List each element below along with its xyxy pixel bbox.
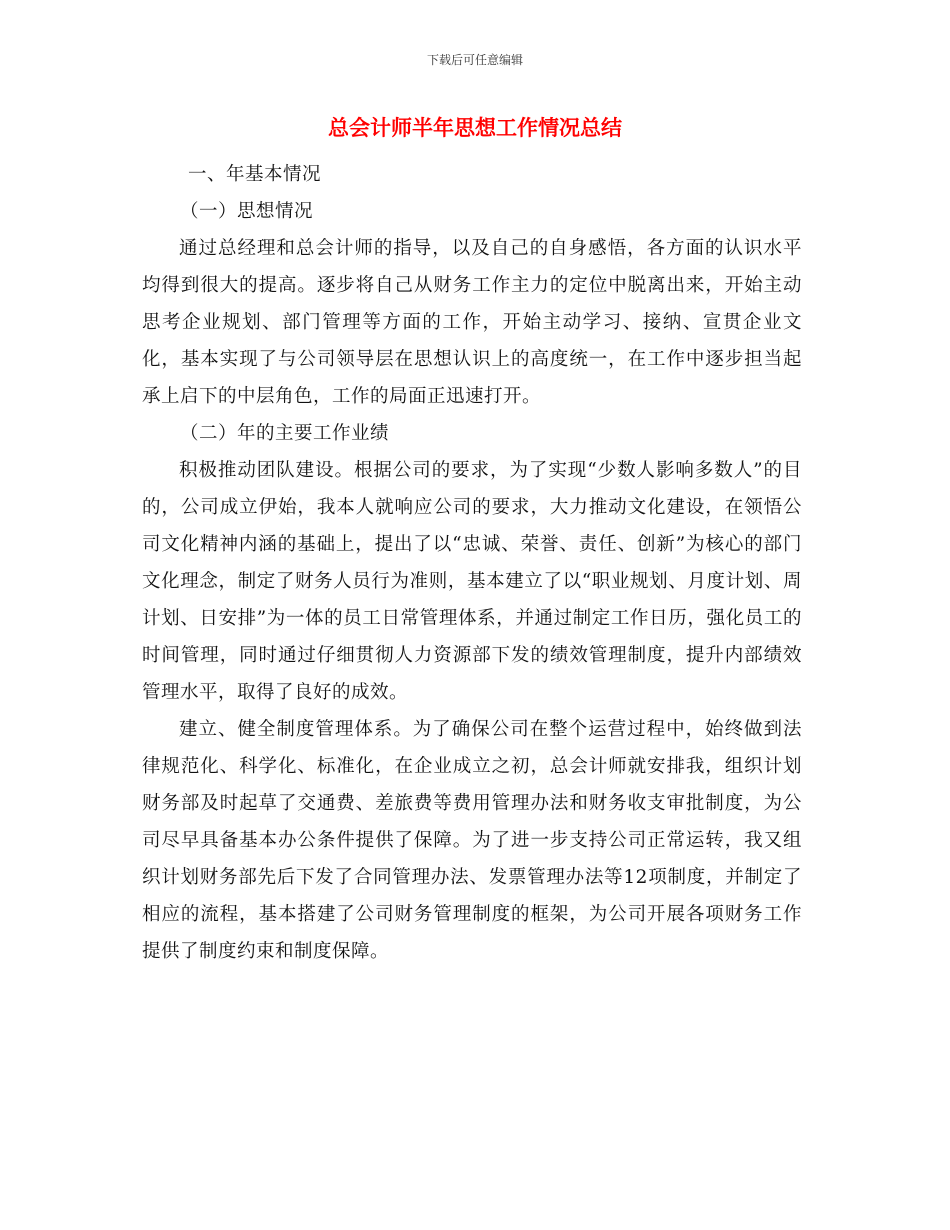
document-body bbox=[142, 156, 802, 970]
paragraph-thought-situation: 通过总经理和总会计师的指导，以及自己的自身感悟，各方面的认识水平均得到很大的提高。逐步将自己从财务工作主力的定位中脱离出来，开始主动思考企业规划、部门管理等方面的工作，开始主动学习、接纳、宣贯企业文化，基本实现了与公司领导层在思想认识上的高度统一，在工作中逐步担当起承上启下的中层角色，工作的局面正迅速打开。 bbox=[142, 238, 802, 407]
subsection-heading-thought: （一）思想情况 bbox=[180, 201, 314, 222]
document-title: 总会计师半年思想工作情况总结 bbox=[328, 115, 622, 140]
page-header-note: 下载后可任意编辑 bbox=[426, 53, 523, 67]
section-heading-basic-situation: 一、年基本情况 bbox=[188, 164, 322, 185]
paragraph-team-building: 积极推动团队建设。根据公司的要求，为了实现“少数人影响多数人”的目的，公司成立伊始，我本人就响应公司的要求，大力推动文化建设，在领悟公司文化精神内涵的基础上，提出了以“忠诚、荣誉、责任、创新”为核心的部门文化理念，制定了财务人员行为准则，基本建立了以“职业规划、月度计划、周计划、日安排”为一体的员工日常管理体系，并通过制定工作日历，强化员工的时间管理，同时通过仔细贯彻人力资源部下发的绩效管理制度，提升内部绩效管理水平，取得了良好的成效。 bbox=[142, 460, 802, 703]
subsection-heading-achievements: （二）年的主要工作业绩 bbox=[180, 423, 390, 444]
paragraph-system-management: 建立、健全制度管理体系。为了确保公司在整个运营过程中，始终做到法律规范化、科学化、标准化，在企业成立之初，总会计师就安排我，组织计划财务部及时起草了交通费、差旅费等费用管理办法和财务收支审批制度，为公司尽早具备基本办公条件提供了保障。为了进一步支持公司正常运转，我又组织计划财务部先后下发了合同管理办法、发票管理办法等12项制度，并制定了相应的流程，基本搭建了公司财务管理制度的框架，为公司开展各项财务工作提供了制度约束和制度保障。 bbox=[142, 719, 802, 962]
